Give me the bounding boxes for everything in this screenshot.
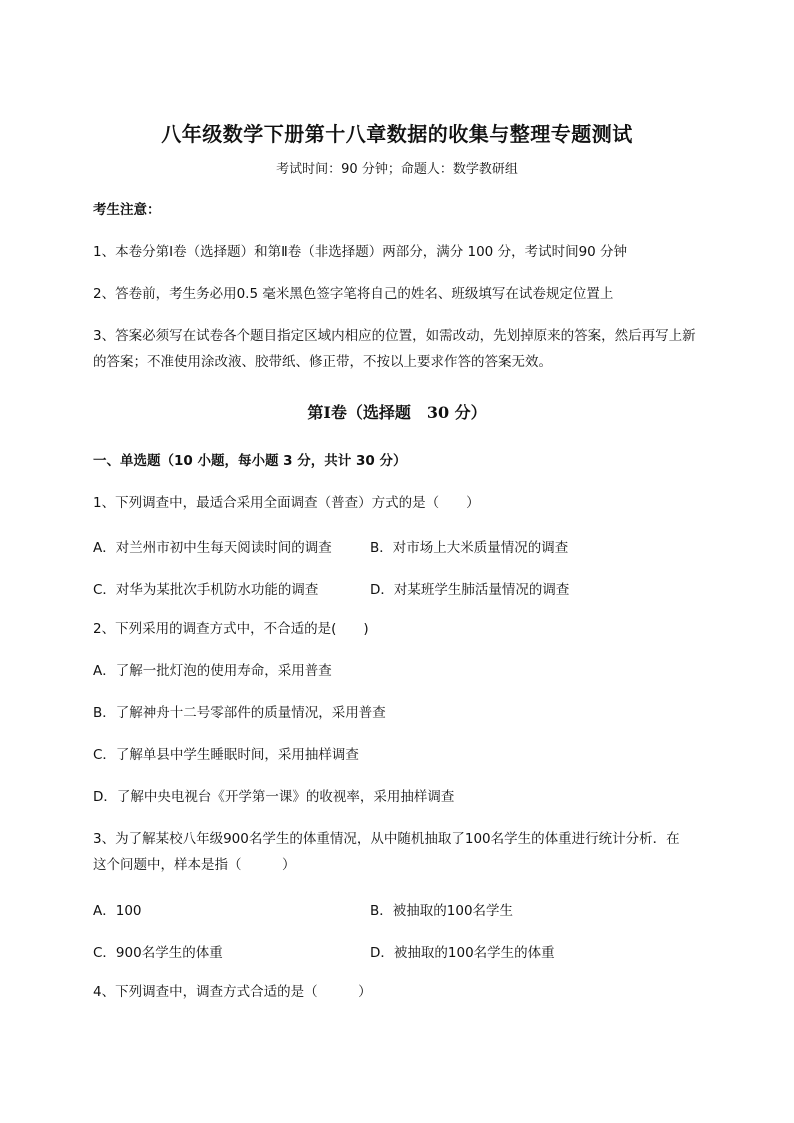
q3-option-d: D．被抽取的100名学生的体重 — [370, 945, 555, 961]
q3-stem-line-2: 这个问题中，样本是指（ ） — [93, 857, 296, 873]
q2-option-a: A．了解一批灯泡的使用寿命，采用普查 — [93, 663, 332, 679]
q2-option-b: B．了解神舟十二号零部件的质量情况，采用普查 — [93, 705, 386, 721]
q1-stem: 1、下列调查中，最适合采用全面调查（普查）方式的是（ ） — [93, 495, 480, 511]
notice-item-2: 2、答卷前，考生务必用0.5 毫米黑色签字笔将自己的姓名、班级填写在试卷规定位置上 — [93, 286, 614, 302]
q3-stem-line-1: 3、为了解某校八年级900名学生的体重情况，从中随机抽取了100名学生的体重进行统计分析．在 — [93, 831, 680, 847]
q2-stem: 2、下列采用的调查方式中，不合适的是( ) — [93, 621, 369, 637]
notice-heading: 考生注意： — [93, 202, 161, 218]
q4-stem: 4、下列调查中，调查方式合适的是（ ） — [93, 984, 372, 1000]
notice-item-1: 1、本卷分第Ⅰ卷（选择题）和第Ⅱ卷（非选择题）两部分，满分 100 分，考试时间90 分钟 — [93, 244, 628, 260]
q1-option-a: A．对兰州市初中生每天阅读时间的调查 — [93, 540, 332, 556]
section-title: 第Ⅰ卷（选择题 30 分） — [307, 403, 487, 422]
q3-option-b: B．被抽取的100名学生 — [370, 903, 514, 919]
q1-option-d: D．对某班学生肺活量情况的调查 — [370, 582, 570, 598]
q3-option-c: C．900名学生的体重 — [93, 945, 223, 961]
q2-option-c: C．了解单县中学生睡眠时间，采用抽样调查 — [93, 747, 359, 763]
q2-option-d: D．了解中央电视台《开学第一课》的收视率，采用抽样调查 — [93, 789, 455, 805]
q1-option-b: B．对市场上大米质量情况的调查 — [370, 540, 569, 556]
notice-item-3: 3、答案必须写在试卷各个题目指定区域内相应的位置，如需改动，先划掉原来的答案，然后再写上新 — [93, 328, 696, 344]
exam-title: 八年级数学下册第十八章数据的收集与整理专题测试 — [161, 122, 633, 146]
q1-option-c: C．对华为某批次手机防水功能的调查 — [93, 582, 319, 598]
notice-item-3-cont: 的答案；不准使用涂改液、胶带纸、修正带，不按以上要求作答的答案无效。 — [93, 354, 552, 370]
q3-option-a: A．100 — [93, 903, 142, 919]
exam-subtitle: 考试时间：90 分钟；命题人：数学教研组 — [276, 162, 518, 177]
part-heading: 一、单选题（10 小题，每小题 3 分，共计 30 分） — [93, 453, 407, 469]
